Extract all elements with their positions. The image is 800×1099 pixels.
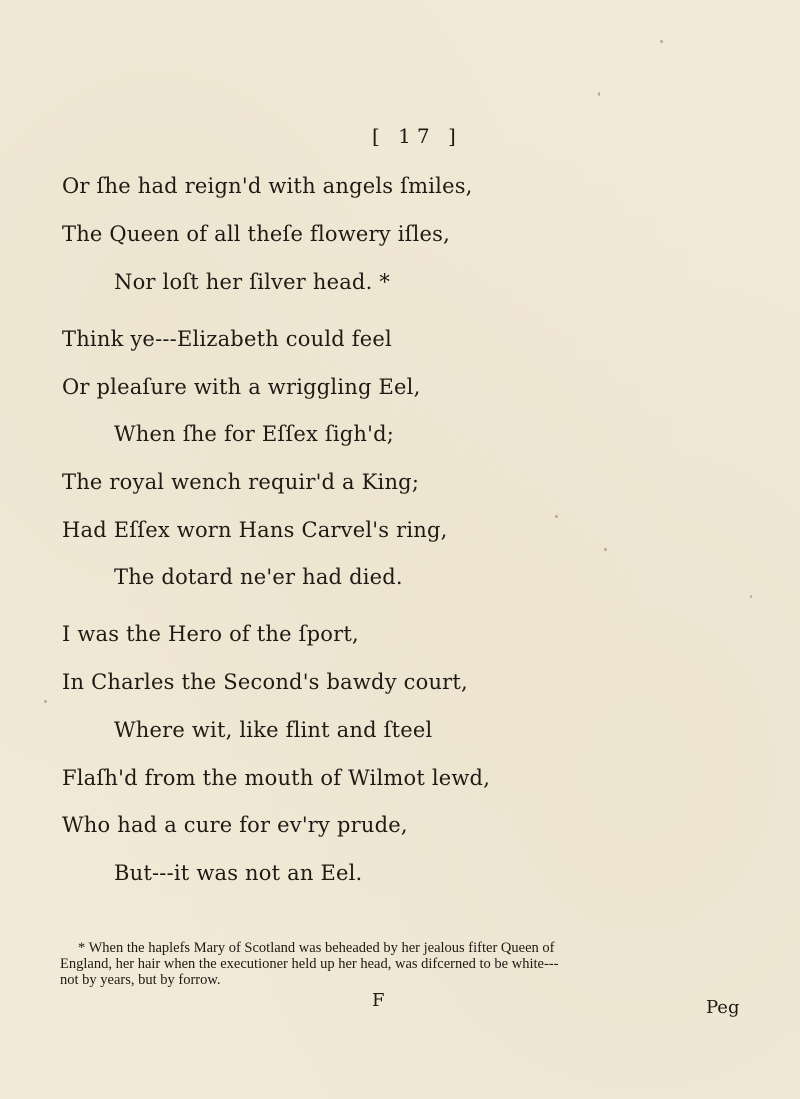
verse-line: But---it was not an Eel.: [114, 861, 363, 885]
verse-line: In Charles the Second's bawdy court,: [62, 670, 468, 694]
footnote-line: * When the haplefs Mary of Scotland was beheaded by her jealous fifter Queen of: [78, 940, 555, 956]
catchword: Peg: [706, 997, 740, 1018]
paper-speck: [598, 92, 600, 96]
verse-line: I was the Hero of the ſport,: [62, 622, 359, 646]
paper-speck: [555, 515, 558, 518]
paper-speck: [660, 40, 663, 43]
verse-line: Nor loſt her ſilver head. *: [114, 270, 391, 294]
footnote: [60, 940, 760, 988]
verse-line: Had Eſſex worn Hans Carvel's ring,: [62, 518, 448, 542]
verse-line: Where wit, like flint and ſteel: [114, 718, 433, 742]
verse-line: Flaſh'd from the mouth of Wilmot lewd,: [62, 766, 491, 790]
paper-speck: [750, 595, 752, 598]
footnote-line: not by years, but by forrow.: [60, 972, 221, 988]
signature-mark: F: [372, 990, 385, 1011]
verse-line: Think ye---Elizabeth could feel: [62, 327, 392, 351]
footnote-line: England, her hair when the executioner held up her head, was difcerned to be white---: [60, 956, 559, 972]
page-number: [ 17 ]: [372, 124, 462, 148]
paper-speck: [44, 700, 47, 703]
verse-line: Or pleaſure with a wriggling Eel,: [62, 375, 421, 399]
paper-speck: [604, 548, 607, 551]
verse-line: Or ſhe had reign'd with angels ſmiles,: [62, 174, 473, 198]
verse-line: The Queen of all theſe flowery iſles,: [62, 222, 451, 246]
verse-line: Who had a cure for ev'ry prude,: [62, 813, 408, 837]
verse-line: The royal wench requir'd a King;: [62, 470, 420, 494]
verse-line: When ſhe for Eſſex ſigh'd;: [114, 422, 395, 446]
verse-line: The dotard ne'er had died.: [114, 565, 403, 589]
